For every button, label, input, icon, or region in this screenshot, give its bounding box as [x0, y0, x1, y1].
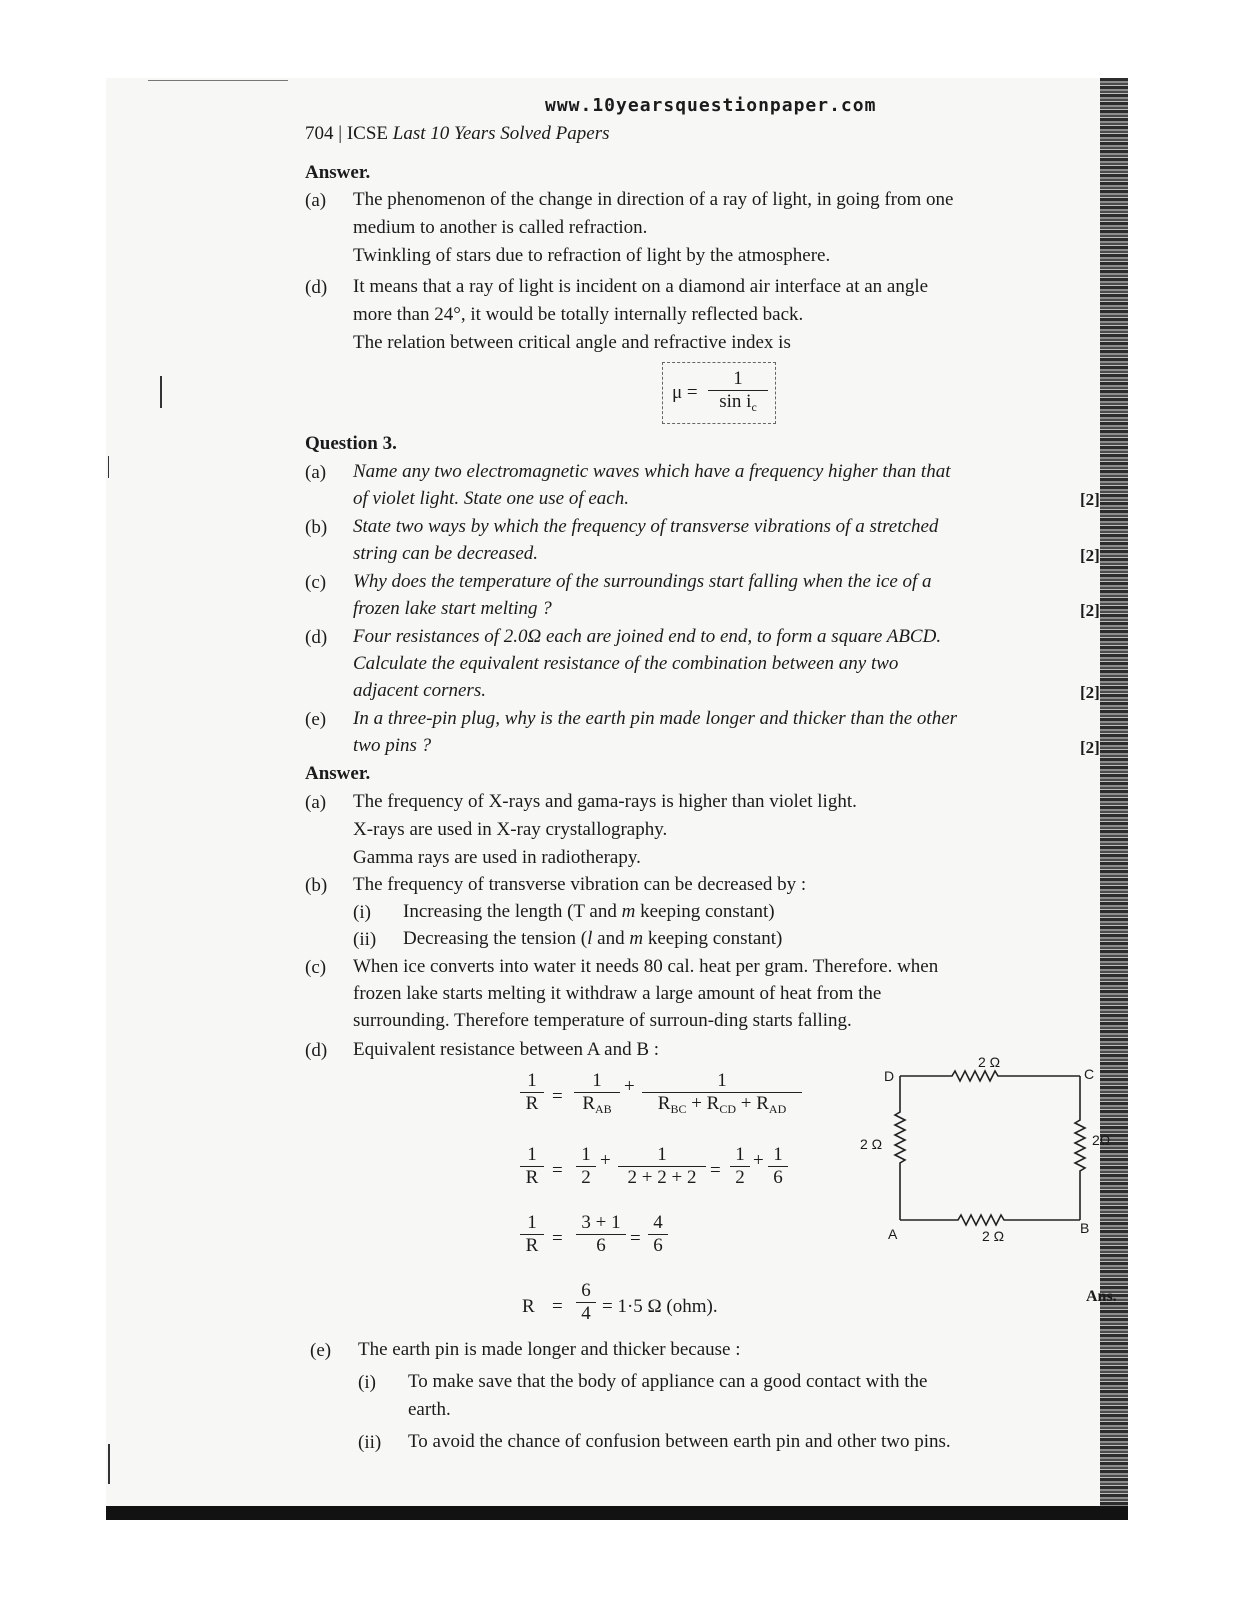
answer-text: Equivalent resistance between A and B :	[353, 1039, 660, 1060]
answer-text: more than 24°, it would be totally internally reflected back.	[353, 304, 804, 325]
answer-text: The earth pin is made longer and thicker because :	[358, 1339, 741, 1360]
eq3-lhs	[520, 1212, 544, 1257]
equals-sign: =	[552, 1296, 563, 1317]
answer-text: The phenomenon of the change in direction of a ray of light, in going from one	[353, 189, 954, 210]
item-label: (c)	[305, 957, 327, 978]
question-text: Name any two electromagnetic waves which have a frequency higher than that	[353, 461, 951, 482]
formula-lhs: μ =	[672, 382, 698, 403]
eq2-term1	[576, 1144, 596, 1189]
formula-fraction	[708, 368, 768, 415]
corner-label-a: A	[888, 1226, 898, 1242]
denominator: R	[520, 1166, 544, 1189]
page-header	[305, 124, 610, 145]
answer-text: It means that a ray of light is incident on a diamond air interface at an angle	[353, 276, 929, 297]
marks-badge: [2]	[1080, 546, 1100, 565]
marks-badge: [2]	[1080, 683, 1100, 702]
resistor-top	[900, 1071, 1080, 1081]
text-run: keeping constant)	[635, 901, 775, 922]
resistor-left	[895, 1076, 905, 1220]
book-prefix: ICSE	[346, 123, 388, 144]
answer-text: surrounding. Therefore temperature of surroun-ding starts falling.	[353, 1010, 852, 1031]
eq3-term2	[648, 1212, 668, 1257]
eq2-lhs	[520, 1144, 544, 1189]
plus-sign: +	[624, 1076, 635, 1097]
numerator: 1	[527, 1070, 537, 1091]
scan-bottom-edge	[106, 1506, 1128, 1520]
sub-item-label: (i)	[353, 902, 371, 923]
item-label: (d)	[305, 277, 328, 298]
eq4-fraction	[576, 1280, 596, 1325]
answer-text	[403, 929, 782, 950]
resistor-label-right: 2Ω	[1092, 1132, 1111, 1148]
answer-heading: Answer.	[305, 162, 371, 183]
item-label: (b)	[305, 875, 328, 896]
scan-speck	[108, 1444, 110, 1484]
denominator: 6	[576, 1234, 626, 1257]
numerator: 1	[592, 1070, 602, 1091]
formula-den-text: sin i	[719, 391, 752, 412]
den-sub: CD	[719, 1102, 737, 1116]
item-label: (e)	[310, 1340, 332, 1361]
answer-text: frozen lake starts melting it withdraw a large amount of heat from the	[353, 983, 882, 1004]
answer-text: The frequency of X-rays and gama-rays is higher than violet light.	[353, 791, 857, 812]
formula-den-sub: c	[751, 400, 757, 414]
question-text: of violet light. State one use of each.	[353, 488, 629, 509]
denominator: 6	[648, 1234, 668, 1257]
resistor-right	[1075, 1076, 1085, 1220]
numerator: 1	[717, 1070, 727, 1091]
denominator	[574, 1092, 620, 1117]
formula-denominator	[708, 390, 768, 415]
equals-sign: =	[552, 1228, 563, 1249]
marks-badge: [2]	[1080, 738, 1100, 757]
answer-text	[403, 902, 775, 923]
answer-text: medium to another is called refraction.	[353, 217, 648, 238]
question-label: (a)	[305, 462, 327, 483]
den-sub: BC	[670, 1102, 687, 1116]
numerator: 1	[581, 1144, 591, 1165]
den-sub: AD	[768, 1102, 787, 1116]
marks-badge: [2]	[1080, 601, 1100, 620]
eq1-lhs	[520, 1070, 544, 1115]
resistor-bottom	[900, 1215, 1080, 1225]
denominator	[642, 1092, 802, 1117]
numerator: 4	[653, 1212, 663, 1233]
question-label: (b)	[305, 517, 328, 538]
text-run: and	[592, 928, 630, 949]
variable: l	[587, 928, 593, 949]
question-label: (c)	[305, 572, 327, 593]
answer-heading: Answer.	[305, 763, 371, 784]
denominator: R	[520, 1234, 544, 1257]
equals-sign: =	[710, 1160, 721, 1181]
item-label: (a)	[305, 792, 327, 813]
marks-badge: [2]	[1080, 490, 1100, 509]
answer-text: The relation between critical angle and refractive index is	[353, 332, 791, 353]
numerator: 3 + 1	[581, 1212, 621, 1233]
eq2-term3	[730, 1144, 750, 1189]
den-text: + R	[686, 1093, 720, 1114]
answer-text: Gamma rays are used in radiotherapy.	[353, 847, 641, 868]
scan-speck	[108, 456, 109, 478]
corner-label-c: C	[1084, 1066, 1095, 1082]
plus-sign: +	[600, 1150, 611, 1171]
question-text: Four resistances of 2.0Ω each are joined end to end, to form a square ABCD.	[353, 626, 942, 647]
answer-text: To make save that the body of appliance can a good contact with the	[408, 1371, 928, 1392]
answer-text: When ice converts into water it needs 80 cal. heat per gram. Therefore. when	[353, 956, 939, 977]
item-label: (d)	[305, 1040, 328, 1061]
denominator: 2	[730, 1166, 750, 1189]
answer-text: earth.	[408, 1399, 451, 1420]
scan-speck	[160, 376, 162, 408]
page-number: 704	[305, 123, 334, 144]
question-text: Calculate the equivalent resistance of the combination between any two	[353, 653, 899, 674]
variable: m	[629, 928, 644, 949]
den-sub: AB	[595, 1102, 612, 1116]
den-text: + R	[736, 1093, 769, 1114]
formula-numerator: 1	[733, 368, 743, 389]
equals-sign: =	[630, 1228, 641, 1249]
denominator: 2	[576, 1166, 596, 1189]
question-text: Why does the temperature of the surroundings start falling when the ice of a	[353, 571, 932, 592]
plus-sign: +	[753, 1150, 764, 1171]
sub-item-label: (ii)	[353, 929, 377, 950]
numerator: 1	[657, 1144, 667, 1165]
question-text: In a three-pin plug, why is the earth pin made longer and thicker than the other	[353, 708, 958, 729]
question-text: string can be decreased.	[353, 543, 539, 564]
eq3-term1	[576, 1212, 626, 1257]
equals-sign: =	[552, 1086, 563, 1107]
sub-item-label: (ii)	[358, 1432, 382, 1453]
answer-text: To avoid the chance of confusion between earth pin and other two pins.	[408, 1431, 951, 1452]
question-heading: Question 3.	[305, 433, 397, 454]
den-text: R	[582, 1093, 595, 1114]
eq1-term1	[574, 1070, 620, 1117]
header-separator: |	[338, 123, 343, 144]
eq2-term4	[768, 1144, 788, 1189]
question-text: frozen lake start melting ?	[353, 598, 552, 619]
numerator: 6	[581, 1280, 591, 1301]
denominator: 6	[768, 1166, 788, 1189]
answer-text: X-rays are used in X-ray crystallography.	[353, 819, 668, 840]
eq4-result: = 1·5 Ω (ohm).	[602, 1296, 718, 1317]
eq2-term2	[618, 1144, 706, 1189]
square-resistor-circuit	[860, 1050, 1100, 1230]
resistor-label-left: 2 Ω	[860, 1136, 883, 1152]
text-run: Decreasing the tension (	[403, 928, 588, 949]
question-label: (e)	[305, 709, 327, 730]
denominator: 4	[576, 1302, 596, 1325]
numerator: 1	[527, 1212, 537, 1233]
item-label: (a)	[305, 190, 327, 211]
resistor-label-bottom: 2 Ω	[982, 1228, 1005, 1244]
question-text: State two ways by which the frequency of transverse vibrations of a stretched	[353, 516, 939, 537]
resistor-label-top: 2 Ω	[978, 1054, 1001, 1070]
denominator: 2 + 2 + 2	[618, 1166, 706, 1189]
variable: m	[621, 901, 636, 922]
question-text: two pins ?	[353, 735, 432, 756]
sub-item-label: (i)	[358, 1372, 376, 1393]
den-text: R	[657, 1093, 671, 1114]
eq1-term2	[642, 1070, 802, 1117]
numerator: 1	[773, 1144, 783, 1165]
answer-text: Twinkling of stars due to refraction of light by the atmosphere.	[353, 245, 831, 266]
text-run: Increasing the length (T and	[403, 901, 622, 922]
eq4-lhs: R	[522, 1296, 535, 1317]
book-title: Last 10 Years Solved Papers	[392, 123, 610, 144]
question-label: (d)	[305, 627, 328, 648]
website-url: www.10yearsquestionpaper.com	[545, 95, 877, 116]
corner-label-b: B	[1080, 1220, 1090, 1236]
question-text: adjacent corners.	[353, 680, 486, 701]
corner-label-d: D	[884, 1068, 895, 1084]
numerator: 1	[527, 1144, 537, 1165]
answer-text: The frequency of transverse vibration can be decreased by :	[353, 874, 807, 895]
equals-sign: =	[552, 1160, 563, 1181]
numerator: 1	[735, 1144, 745, 1165]
scan-speck	[148, 80, 288, 81]
denominator: R	[520, 1092, 544, 1115]
ans-marker: Ans.	[1086, 1288, 1117, 1305]
text-run: keeping constant)	[643, 928, 783, 949]
